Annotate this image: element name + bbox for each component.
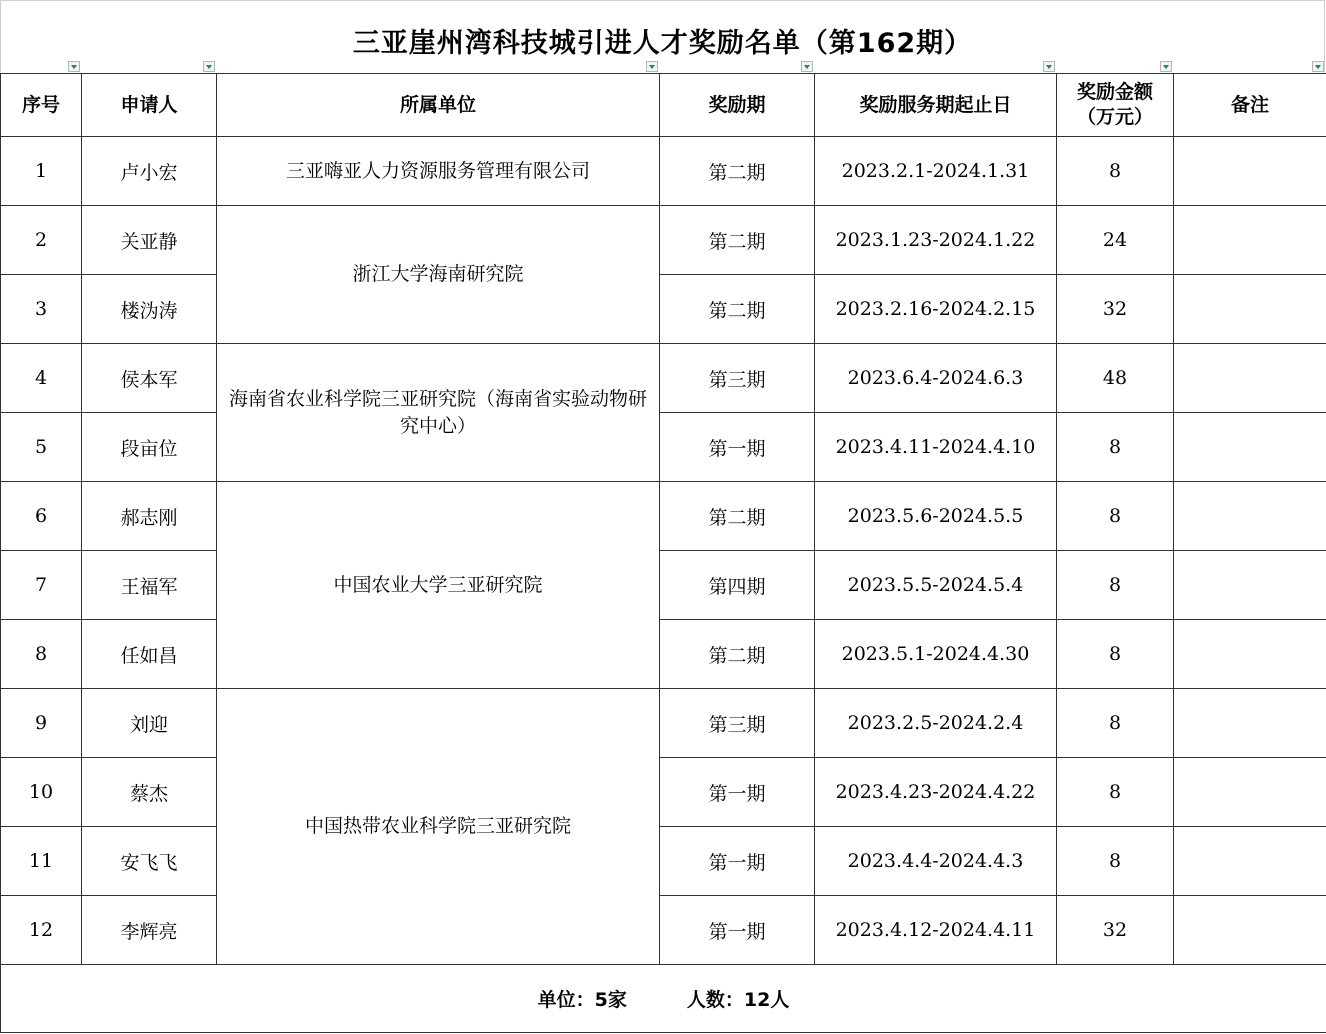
cell-applicant[interactable]: 关亚静 [82, 206, 217, 275]
filter-dropdown-icon[interactable] [203, 61, 215, 72]
cell-applicant[interactable]: 段亩位 [82, 413, 217, 482]
filter-dropdown-icon[interactable] [1160, 61, 1172, 72]
cell-period[interactable]: 第三期 [660, 689, 815, 758]
cell-unit[interactable]: 浙江大学海南研究院 [217, 206, 660, 344]
cell-amount[interactable]: 8 [1057, 758, 1174, 827]
filter-dropdown-icon[interactable] [1043, 61, 1055, 72]
cell-period[interactable]: 第一期 [660, 896, 815, 965]
filter-dropdown-icon[interactable] [1312, 61, 1324, 72]
header-remark[interactable]: 备注 [1174, 74, 1326, 137]
table-row [1, 206, 1326, 275]
cell-period[interactable]: 第四期 [660, 551, 815, 620]
cell-remark[interactable] [1174, 137, 1326, 206]
cell-no[interactable]: 5 [1, 413, 82, 482]
header-unit[interactable]: 所属单位 [217, 74, 660, 137]
cell-no[interactable]: 10 [1, 758, 82, 827]
cell-service-dates[interactable]: 2023.2.1-2024.1.31 [815, 137, 1057, 206]
header-amount-line1: 奖励金额 [1076, 81, 1153, 103]
table-body [1, 137, 1326, 965]
cell-no[interactable]: 7 [1, 551, 82, 620]
cell-period[interactable]: 第一期 [660, 413, 815, 482]
cell-no[interactable]: 8 [1, 620, 82, 689]
table-row [1, 275, 1326, 344]
cell-remark[interactable] [1174, 344, 1326, 413]
cell-applicant[interactable]: 楼沩涛 [82, 275, 217, 344]
cell-service-dates[interactable]: 2023.5.6-2024.5.5 [815, 482, 1057, 551]
cell-no[interactable]: 6 [1, 482, 82, 551]
cell-no[interactable]: 4 [1, 344, 82, 413]
cell-unit[interactable]: 三亚嗨亚人力资源服务管理有限公司 [217, 137, 660, 206]
cell-service-dates[interactable]: 2023.2.16-2024.2.15 [815, 275, 1057, 344]
header-amount-line2: （万元） [1076, 106, 1153, 128]
units-count: 单位：5家 [537, 989, 627, 1011]
cell-service-dates[interactable]: 2023.5.1-2024.4.30 [815, 620, 1057, 689]
cell-no[interactable]: 12 [1, 896, 82, 965]
cell-remark[interactable] [1174, 275, 1326, 344]
table-row [1, 137, 1326, 206]
cell-period[interactable]: 第二期 [660, 137, 815, 206]
table-row [1, 896, 1326, 965]
cell-service-dates[interactable]: 2023.4.11-2024.4.10 [815, 413, 1057, 482]
cell-applicant[interactable]: 安飞飞 [82, 827, 217, 896]
cell-service-dates[interactable]: 2023.1.23-2024.1.22 [815, 206, 1057, 275]
cell-amount[interactable]: 8 [1057, 482, 1174, 551]
filter-dropdown-icon[interactable] [646, 61, 658, 72]
cell-unit[interactable]: 中国热带农业科学院三亚研究院 [217, 689, 660, 965]
cell-remark[interactable] [1174, 482, 1326, 551]
table-row [1, 413, 1326, 482]
cell-period[interactable]: 第三期 [660, 344, 815, 413]
table-row [1, 344, 1326, 413]
cell-no[interactable]: 9 [1, 689, 82, 758]
cell-amount[interactable]: 24 [1057, 206, 1174, 275]
cell-remark[interactable] [1174, 620, 1326, 689]
cell-amount[interactable]: 32 [1057, 275, 1174, 344]
cell-amount[interactable]: 8 [1057, 689, 1174, 758]
filter-dropdown-icon[interactable] [68, 61, 80, 72]
cell-applicant[interactable]: 李辉亮 [82, 896, 217, 965]
cell-remark[interactable] [1174, 827, 1326, 896]
cell-service-dates[interactable]: 2023.5.5-2024.5.4 [815, 551, 1057, 620]
cell-no[interactable]: 11 [1, 827, 82, 896]
award-table [0, 73, 1326, 1033]
cell-period[interactable]: 第二期 [660, 620, 815, 689]
header-row [1, 74, 1326, 137]
cell-amount[interactable]: 8 [1057, 551, 1174, 620]
cell-remark[interactable] [1174, 689, 1326, 758]
cell-applicant[interactable]: 王福军 [82, 551, 217, 620]
table-row [1, 827, 1326, 896]
cell-applicant[interactable]: 卢小宏 [82, 137, 217, 206]
footer-row [1, 965, 1326, 1033]
cell-amount[interactable]: 8 [1057, 413, 1174, 482]
cell-period[interactable]: 第一期 [660, 758, 815, 827]
cell-no[interactable]: 2 [1, 206, 82, 275]
sheet-title: 三亚崖州湾科技城引进人才奖励名单（第162期） [352, 28, 973, 59]
table-row [1, 689, 1326, 758]
cell-period[interactable]: 第二期 [660, 206, 815, 275]
cell-amount[interactable]: 48 [1057, 344, 1174, 413]
table-row [1, 758, 1326, 827]
people-count: 人数：12人 [686, 989, 790, 1011]
cell-amount[interactable]: 32 [1057, 896, 1174, 965]
table-row [1, 551, 1326, 620]
cell-amount[interactable]: 8 [1057, 620, 1174, 689]
cell-remark[interactable] [1174, 206, 1326, 275]
cell-amount[interactable]: 8 [1057, 137, 1174, 206]
cell-no[interactable]: 1 [1, 137, 82, 206]
filter-dropdown-icon[interactable] [801, 61, 813, 72]
cell-applicant[interactable]: 蔡杰 [82, 758, 217, 827]
cell-remark[interactable] [1174, 896, 1326, 965]
cell-remark[interactable] [1174, 413, 1326, 482]
title-row [0, 0, 1325, 73]
table-row [1, 620, 1326, 689]
cell-applicant[interactable]: 刘迎 [82, 689, 217, 758]
cell-service-dates[interactable]: 2023.4.4-2024.4.3 [815, 827, 1057, 896]
cell-unit[interactable]: 海南省农业科学院三亚研究院（海南省实验动物研究中心） [217, 344, 660, 482]
cell-no[interactable]: 3 [1, 275, 82, 344]
header-applicant[interactable]: 申请人 [82, 74, 217, 137]
header-period[interactable]: 奖励期 [660, 74, 815, 137]
header-no[interactable]: 序号 [1, 74, 82, 137]
cell-period[interactable]: 第二期 [660, 275, 815, 344]
cell-unit[interactable]: 中国农业大学三亚研究院 [217, 482, 660, 689]
cell-applicant[interactable]: 任如昌 [82, 620, 217, 689]
cell-applicant[interactable]: 侯本军 [82, 344, 217, 413]
cell-service-dates[interactable]: 2023.6.4-2024.6.3 [815, 344, 1057, 413]
table-row [1, 482, 1326, 551]
cell-service-dates[interactable]: 2023.4.23-2024.4.22 [815, 758, 1057, 827]
cell-period[interactable]: 第一期 [660, 827, 815, 896]
summary-cell[interactable] [1, 965, 1326, 1033]
cell-service-dates[interactable]: 2023.2.5-2024.2.4 [815, 689, 1057, 758]
cell-service-dates[interactable]: 2023.4.12-2024.4.11 [815, 896, 1057, 965]
cell-remark[interactable] [1174, 551, 1326, 620]
header-amount[interactable] [1057, 74, 1174, 137]
cell-applicant[interactable]: 郝志刚 [82, 482, 217, 551]
cell-remark[interactable] [1174, 758, 1326, 827]
cell-amount[interactable]: 8 [1057, 827, 1174, 896]
cell-period[interactable]: 第二期 [660, 482, 815, 551]
header-service-dates[interactable]: 奖励服务期起止日 [815, 74, 1057, 137]
